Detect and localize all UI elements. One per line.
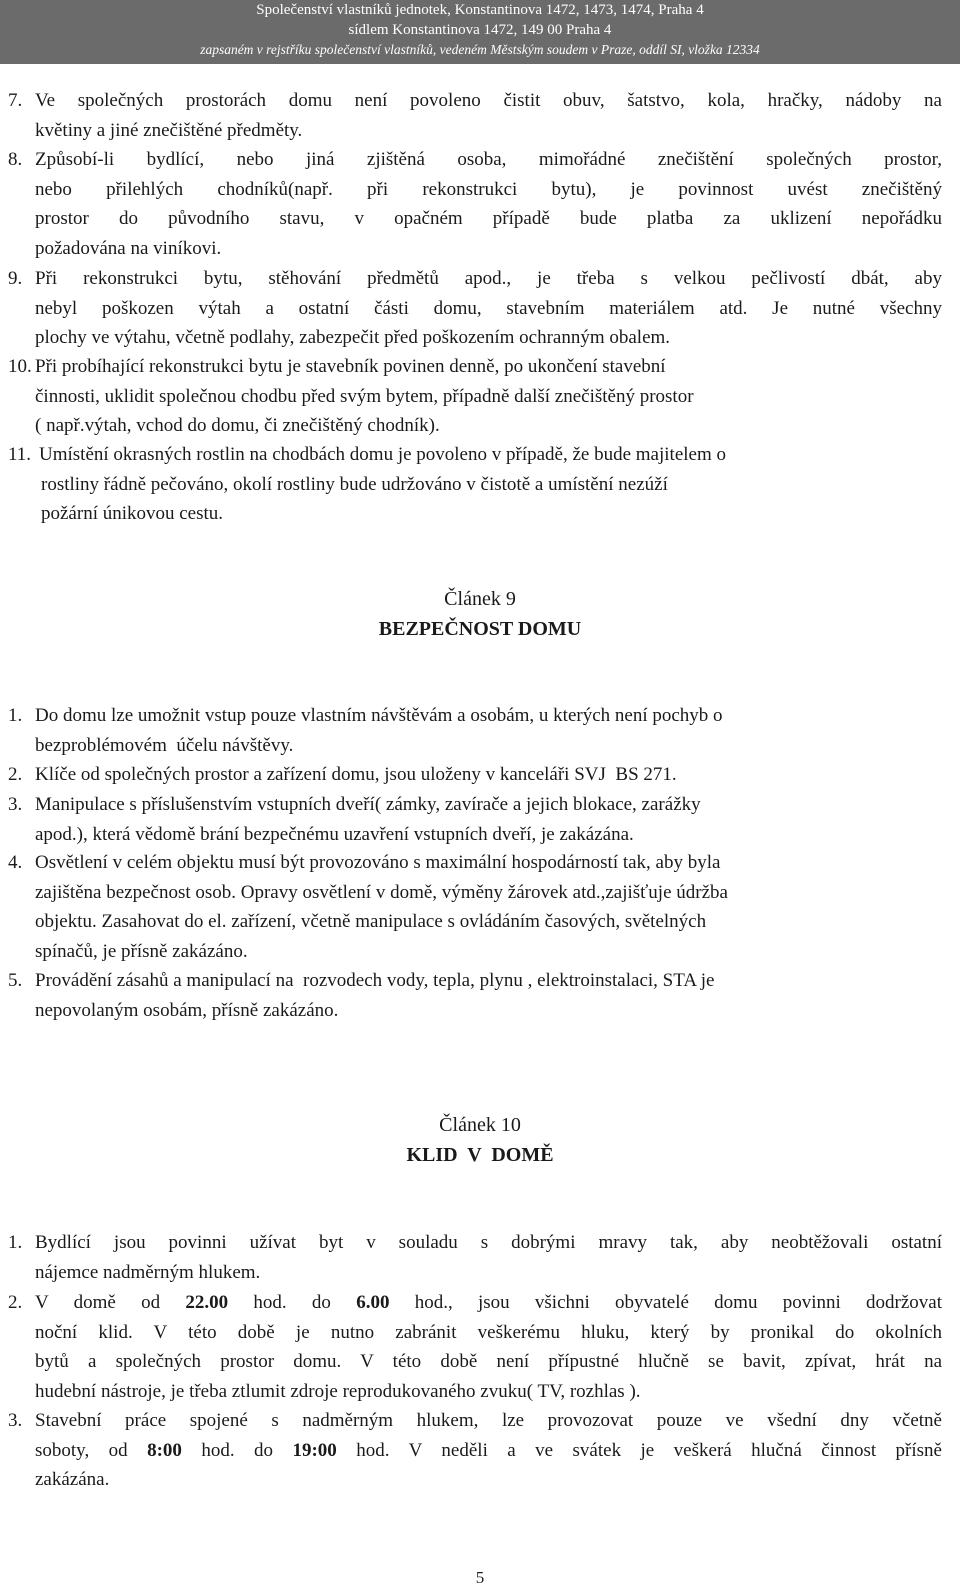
item-text: činnosti, uklidit společnou chodbu před svým bytem, případně další znečištěný prostor <box>35 385 694 407</box>
item-text: Způsobí-li bydlící, nebo jiná zjištěná osoba, mimořádné znečištění společných prostor, <box>35 149 942 170</box>
item-text: plochy ve výtahu, včetně podlahy, zabezpečit před poškozením ochranným obalem. <box>35 327 671 349</box>
text-fragment: hod., jsou všichni obyvatelé domu povinni dodržovat <box>389 1292 943 1313</box>
article-9-title: Článek 9 <box>444 588 516 610</box>
item-number: 5. <box>8 970 23 991</box>
item-number: 3. <box>8 1410 23 1431</box>
item-text: Při probíhající rekonstrukci bytu je stavebník povinen denně, po ukončení stavební <box>35 356 666 377</box>
item-text: Provádění zásahů a manipulací na rozvodech vody, tepla, plynu , elektroinstalaci, STA je <box>35 970 715 991</box>
item-text: Osvětlení v celém objektu musí být provozováno s maximální hospodárností tak, aby byla <box>35 852 721 873</box>
page-number: 5 <box>475 1568 485 1587</box>
header-association-name: Společenství vlastníků jednotek, Konstantinova 1472, 1473, 1474, Praha 4 <box>256 2 704 18</box>
item-text: ( např.výtah, vchod do domu, či znečištěný chodník). <box>35 415 440 437</box>
item-text: Umístění okrasných rostlin na chodbách domu je povoleno v případě, že bude majitelem o <box>39 444 726 465</box>
item-text: Stavební práce spojené s nadměrným hlukem, lze provozovat pouze ve všední dny včetně <box>35 1410 942 1431</box>
header-address: sídlem Konstantinova 1472, 149 00 Praha 4 <box>348 22 612 38</box>
item-number: 2. <box>8 764 23 785</box>
item-text: spínačů, je přísně zakázáno. <box>35 940 248 962</box>
article10-item-1 <box>8 1228 942 1287</box>
item-text: Do domu lze umožnit vstup pouze vlastním návštěvám a osobám, u kterých není pochyb o <box>35 705 723 726</box>
time-end: 6.00 <box>356 1292 390 1313</box>
item-text: zakázána. <box>35 1469 110 1491</box>
item-text: nebo přilehlých chodníků(např. při rekonstrukci bytu), je povinnost uvést znečištěný <box>35 178 942 200</box>
header-registry: zapsaném v rejstříku společenství vlastníků, vedeném Městským soudem v Praze, oddíl SI, vložka 12334 <box>200 42 760 57</box>
article-10-subtitle: KLID V DOMĚ <box>406 1144 554 1166</box>
item-number: 10. <box>8 356 32 377</box>
article-9-subtitle: BEZPEČNOST DOMU <box>378 618 582 640</box>
item-text: hudební nástroje, je třeba ztlumit zdroje reprodukovaného zvuku( TV, rozhlas ). <box>35 1380 641 1402</box>
article9-item-2 <box>8 760 942 790</box>
list-item-8 <box>8 145 942 263</box>
list-item-10 <box>8 352 942 441</box>
article9-item-3 <box>8 790 942 849</box>
article9-item-4 <box>8 848 942 966</box>
item-text: nepovolaným osobám, přísně zakázáno. <box>35 999 339 1021</box>
text-fragment: hod. do <box>181 1439 293 1461</box>
item-text: Manipulace s příslušenstvím vstupních dveří( zámky, zavírače a jejich blokace, zarážky <box>35 794 701 815</box>
item-text: nájemce nadměrným hlukem. <box>35 1261 261 1283</box>
text-fragment: hod. V neděli a ve svátek je veškerá hlučná činnost přísně <box>336 1439 942 1461</box>
item-number: 2. <box>8 1292 23 1313</box>
time-end: 19:00 <box>292 1439 337 1461</box>
item-text: apod.), která vědomě brání bezpečnému uzavření vstupních dveří, je zakázána. <box>35 823 634 845</box>
item-text: Klíče od společných prostor a zařízení domu, jsou uloženy v kanceláři SVJ BS 271. <box>35 764 677 785</box>
list-item-11 <box>8 440 942 529</box>
item-number: 3. <box>8 794 23 815</box>
item-text: noční klid. V této době je nutno zabránit veškerému hluku, který by pronikal do okolních <box>35 1321 942 1343</box>
item-text: zajištěna bezpečnost osob. Opravy osvětlení v domě, výměny žárovek atd.,zajišťuje údržba <box>35 881 728 903</box>
item-text: květiny a jiné znečištěné předměty. <box>35 119 303 141</box>
list-item-9 <box>8 264 942 353</box>
text-fragment: hod. do <box>228 1292 357 1313</box>
item-number: 7. <box>8 90 23 111</box>
item-text: požadována na viníkovi. <box>35 237 222 259</box>
item-text: Ve společných prostorách domu není povoleno čistit obuv, šatstvo, kola, hračky, nádoby na <box>35 90 942 111</box>
item-text: rostliny řádně pečováno, okolí rostliny bude udržováno v čistotě a umístění nezúží <box>41 473 668 495</box>
article10-item-2 <box>8 1288 942 1406</box>
article10-item-3 <box>8 1406 942 1495</box>
text-fragment: soboty, od <box>35 1439 148 1461</box>
item-text: bezproblémovém účelu návštěvy. <box>35 734 294 756</box>
item-number: 11. <box>8 444 32 465</box>
article9-item-5 <box>8 966 942 1025</box>
item-text: požární únikovou cestu. <box>41 503 224 525</box>
item-text: Při rekonstrukci bytu, stěhování předmětů apod., je třeba s velkou pečlivostí dbát, aby <box>35 268 942 289</box>
item-text: bytů a společných prostor domu. V této době není přípustné hlučně se bavit, zpívat, hrát na <box>35 1351 942 1373</box>
time-start: 22.00 <box>185 1292 229 1313</box>
item-text: Bydlící jsou povinni užívat byt v souladu s dobrými mravy tak, aby neobtěžovali ostatní <box>35 1232 942 1253</box>
item-text: objektu. Zasahovat do el. zařízení, včetně manipulace s ovládáním časových, světelných <box>35 911 707 933</box>
item-number: 1. <box>8 705 23 726</box>
article9-item-1 <box>8 701 942 760</box>
article-10-title: Článek 10 <box>439 1114 521 1136</box>
item-number: 8. <box>8 149 23 170</box>
item-text-line-1 <box>35 1288 942 1318</box>
item-number: 1. <box>8 1232 23 1253</box>
item-text: nebyl poškozen výtah a ostatní části domu, stavebním materiálem atd. Je nutné všechny <box>35 297 942 319</box>
item-number: 9. <box>8 268 23 289</box>
item-text: prostor do původního stavu, v opačném případě bude platba za uklizení nepořádku <box>35 208 942 230</box>
item-number: 4. <box>8 852 23 873</box>
text-fragment: V domě od <box>35 1292 186 1313</box>
document-header <box>0 0 960 64</box>
item-text-line-2 <box>35 1436 942 1466</box>
time-start: 8:00 <box>147 1439 182 1461</box>
list-item-7 <box>8 86 942 145</box>
